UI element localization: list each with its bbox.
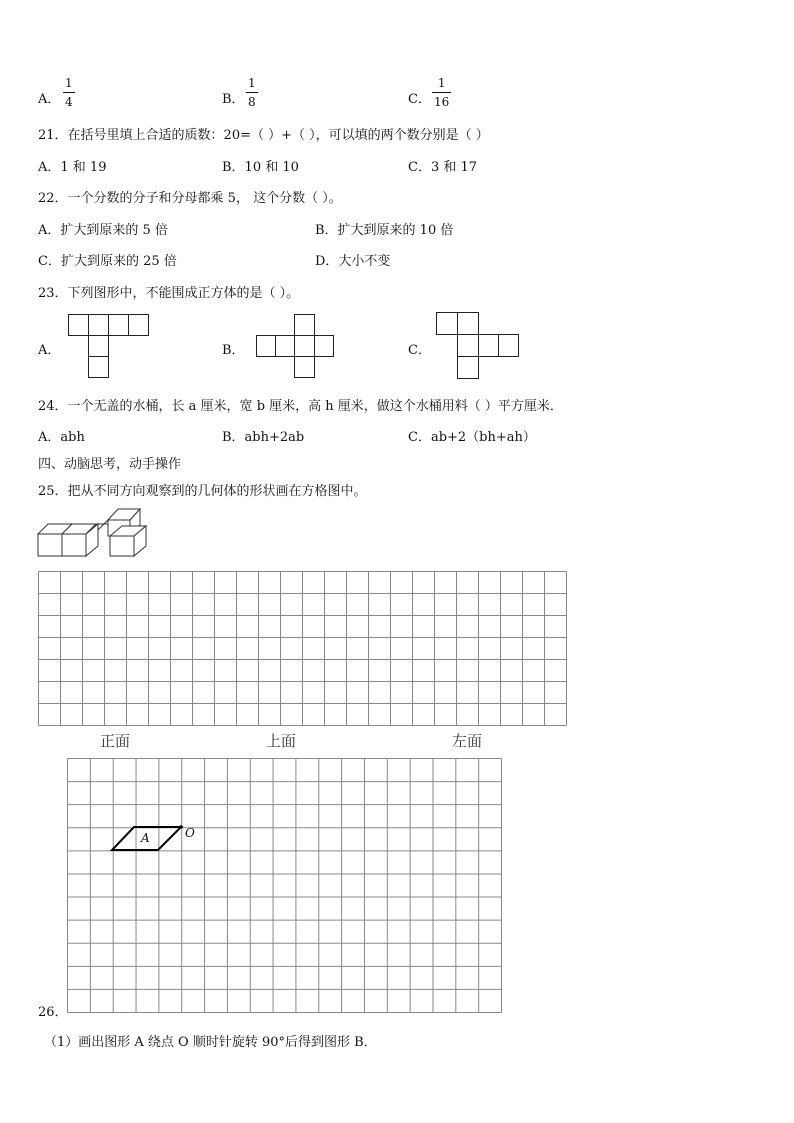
q22-option-d: D．大小不变 (315, 254, 391, 269)
label-front-view: 正面 (100, 732, 131, 750)
q21-option-a: A．1 和 19 (38, 160, 107, 175)
q23-stem: 23．下列图形中，不能围成正方体的是（ ）。 (38, 286, 300, 301)
label-top-view: 上面 (266, 732, 297, 750)
q22-stem: 22．一个分数的分子和分母都乘 5， 这个分数（ ）。 (38, 191, 342, 206)
q21-option-b: B．10 和 10 (222, 160, 299, 175)
q22-option-a: A．扩大到原来的 5 倍 (38, 223, 168, 238)
fraction-denominator: 16 (434, 95, 450, 109)
fraction-denominator: 8 (248, 95, 256, 109)
q20-option-c-label: C． (408, 92, 431, 107)
q20-option-b-label: B． (222, 92, 245, 107)
fraction-numerator: 1 (437, 76, 446, 90)
fraction-numerator: 1 (65, 76, 73, 90)
fraction-denominator: 4 (65, 95, 73, 109)
q23-option-a-label: A． (38, 343, 61, 358)
parallelogram-shape-a (67, 758, 503, 1014)
q23-net-a (68, 314, 158, 384)
q21-stem: 21．在括号里填上合适的质数：20=（ ）+（ ），可以填的两个数分别是（ ） (38, 128, 489, 143)
q23-option-c-label: C． (408, 343, 431, 358)
q20-option-a-fraction (63, 76, 75, 109)
label-left-view: 左面 (452, 732, 483, 750)
q20-option-c-fraction (432, 76, 451, 109)
point-o-label: O (185, 826, 195, 840)
q25-solid-figure (38, 506, 153, 561)
q24-option-b: B．abh+2ab (222, 430, 305, 445)
q26-part1-instruction: （1）画出图形 A 绕点 O 顺时针旋转 90°后得到图形 B． (44, 1035, 377, 1050)
q23-option-b-label: B． (222, 343, 245, 358)
q23-net-c (436, 312, 526, 384)
shape-a-label: A (141, 831, 150, 845)
q21-option-c: C．3 和 17 (408, 160, 478, 175)
q20-option-a-label: A． (38, 92, 61, 107)
q24-option-c: C．ab+2（bh+ah） (408, 430, 536, 445)
q26-number: 26． (38, 1005, 68, 1020)
fraction-numerator: 1 (248, 76, 256, 90)
q24-option-a: A．abh (38, 430, 85, 445)
q25-drawing-grid[interactable] (38, 571, 568, 726)
q20-option-b-fraction (246, 76, 258, 109)
q23-net-b (256, 314, 346, 384)
q24-stem: 24．一个无盖的水桶，长 a 厘米，宽 b 厘米，高 h 厘米，做这个水桶用料（ ）平方厘米． (38, 399, 563, 414)
section-heading: 四、动脑思考，动手操作 (38, 457, 182, 472)
q22-option-b: B．扩大到原来的 10 倍 (315, 223, 454, 238)
q25-stem: 25．把从不同方向观察到的几何体的形状画在方格图中。 (38, 484, 367, 499)
q22-option-c: C．扩大到原来的 25 倍 (38, 254, 177, 269)
